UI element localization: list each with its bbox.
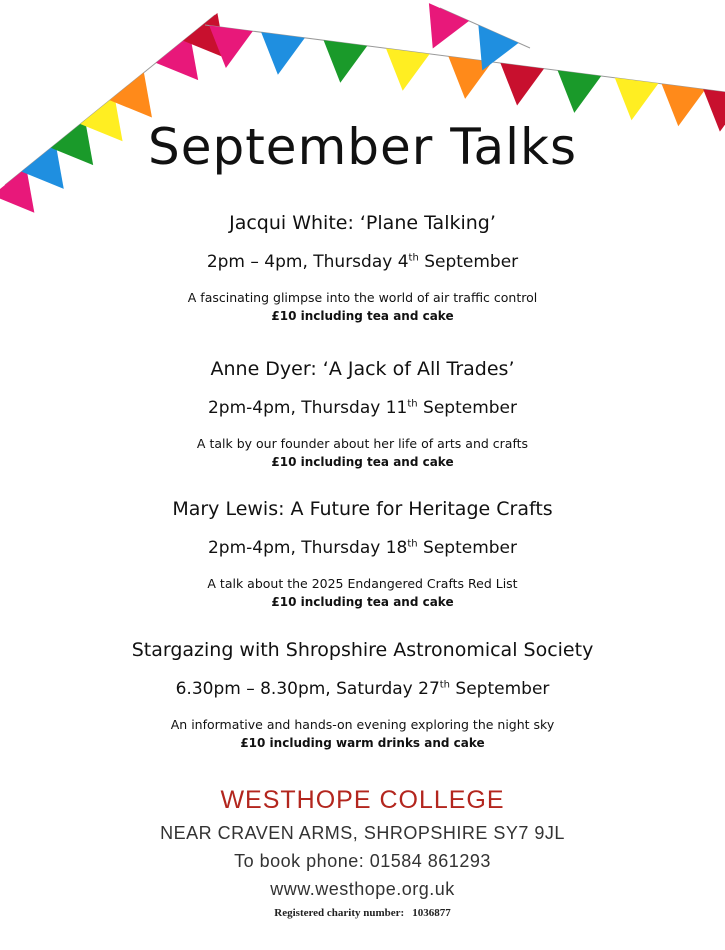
- talk-time: 2pm-4pm, Thursday 11th September: [207, 398, 517, 418]
- bunting-flag: [615, 78, 659, 120]
- bunting-flag: [386, 48, 430, 90]
- talk-4: [0, 639, 725, 750]
- talk-price: £10 including tea and cake: [271, 595, 454, 609]
- talk-time: 2pm – 4pm, Thursday 4th September: [206, 252, 519, 272]
- booking-phone: To book phone: 01584 861293: [234, 851, 491, 871]
- talk-title: Anne Dyer: ‘A Jack of All Trades’: [210, 358, 515, 380]
- talk-title: Stargazing with Shropshire Astronomical Society: [131, 639, 594, 661]
- talk-1: [0, 212, 725, 323]
- college-address: NEAR CRAVEN ARMS, SHROPSHIRE SY7 9JL: [160, 823, 565, 843]
- talk-time: 6.30pm – 8.30pm, Saturday 27th September: [175, 679, 550, 699]
- bunting-decoration: [0, 0, 725, 230]
- talk-description: A talk by our founder about her life of arts and crafts: [196, 436, 529, 451]
- bunting-flag: [429, 3, 469, 48]
- college-name: WESTHOPE COLLEGE: [220, 786, 505, 814]
- talk-title: Jacqui White: ‘Plane Talking’: [229, 212, 496, 234]
- talk-title: Mary Lewis: A Future for Heritage Crafts: [172, 498, 553, 520]
- talk-description: An informative and hands-on evening exploring the night sky: [170, 717, 555, 732]
- talk-time: 2pm-4pm, Thursday 18th September: [207, 538, 517, 558]
- talk-price: £10 including tea and cake: [271, 455, 454, 469]
- bunting-flag: [324, 40, 368, 82]
- charity-number: Registered charity number: 1036877: [274, 907, 451, 919]
- bunting-flag: [261, 32, 305, 74]
- bunting-flag: [500, 63, 544, 105]
- page-title: September Talks: [147, 118, 578, 176]
- bunting-flag: [478, 25, 518, 70]
- talk-description: A fascinating glimpse into the world of air traffic control: [187, 290, 538, 305]
- talk-price: £10 including warm drinks and cake: [240, 736, 485, 750]
- talk-description: A talk about the 2025 Endangered Crafts Red List: [207, 576, 518, 591]
- talk-2: [0, 358, 725, 469]
- bunting-flag: [558, 70, 602, 112]
- talk-price: £10 including tea and cake: [271, 309, 454, 323]
- website-link[interactable]: www.westhope.org.uk: [270, 879, 455, 899]
- talk-3: [0, 498, 725, 609]
